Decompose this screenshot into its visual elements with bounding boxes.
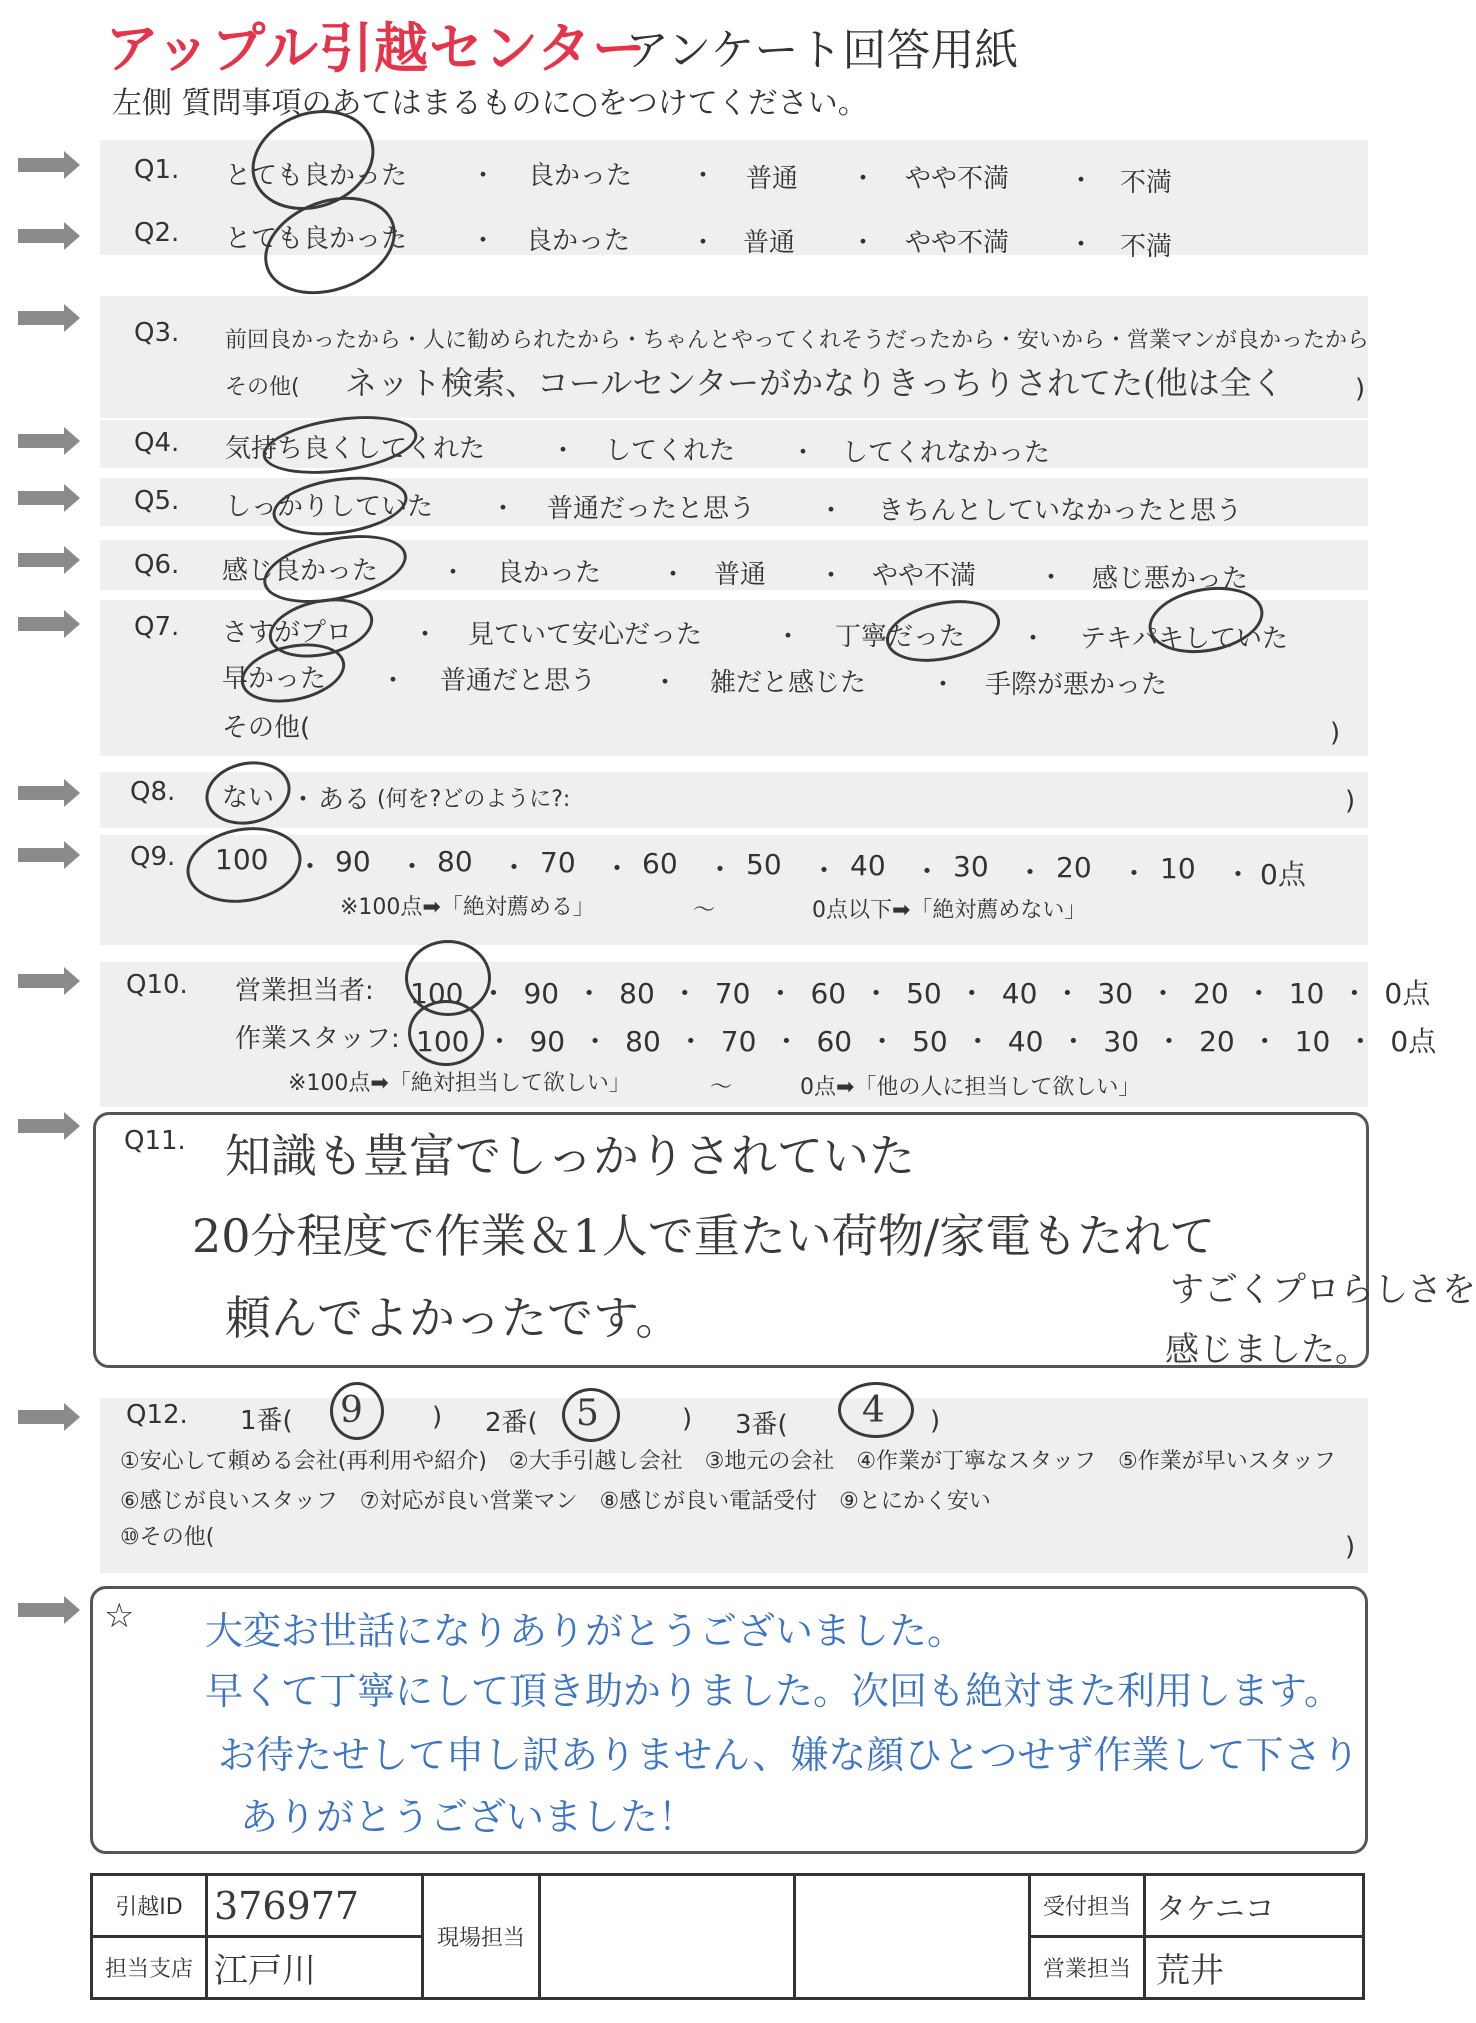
site-cell-a — [540, 1875, 795, 1999]
scale-score[interactable]: 80 — [619, 977, 655, 1010]
q12-close: ) — [1345, 1532, 1356, 1562]
q2-dot: ・ — [690, 228, 717, 258]
q9-score-30[interactable]: 30 — [953, 850, 989, 883]
q2-dot: ・ — [470, 226, 497, 256]
q9-dot: ・ — [1120, 857, 1149, 890]
q9-dot: ・ — [603, 852, 632, 885]
scale-score[interactable]: 100 — [410, 977, 464, 1010]
scale-score[interactable]: 40 — [1001, 977, 1038, 1010]
q6-option-slightly-unsatisfied[interactable]: やや不満 — [872, 561, 977, 591]
q6-dot: ・ — [1038, 563, 1065, 593]
q1-dot: ・ — [850, 164, 877, 194]
q1-option-very-good[interactable]: とても良かった — [225, 161, 408, 191]
arrow-icon — [18, 491, 64, 505]
q9-score-10[interactable]: 10 — [1160, 852, 1196, 885]
q12-options-row3: ⑩その他( — [120, 1525, 215, 1550]
q1-label: Q1. — [134, 155, 180, 185]
q9-score-40[interactable]: 40 — [850, 849, 886, 882]
arrow-icon — [18, 553, 64, 567]
scale-score[interactable]: 30 — [1097, 977, 1134, 1010]
footer-table — [90, 1873, 1365, 2000]
scale-dot: ・ — [766, 977, 795, 1010]
answer-circle — [562, 1388, 620, 1442]
q12-first-value[interactable]: 9 — [340, 1390, 363, 1431]
q7-dot: ・ — [652, 668, 679, 698]
branch-label: 担当支店 — [92, 1937, 207, 1999]
answer-circle — [259, 407, 421, 482]
q10-sales-scale[interactable] — [410, 972, 1446, 1012]
q12-label: Q12. — [126, 1400, 188, 1430]
q12-first-close: ) — [432, 1402, 443, 1432]
q7-dot: ・ — [775, 622, 802, 652]
q8-dot: ・ — [290, 785, 317, 815]
q1-dot: ・ — [1068, 166, 1095, 196]
q11-side1: すごくプロらしさを — [1170, 1270, 1476, 1310]
scale-dot: ・ — [963, 1025, 992, 1058]
q2-dot: ・ — [1068, 230, 1095, 260]
scale-dot: ・ — [575, 977, 604, 1010]
scale-score[interactable]: 70 — [714, 977, 751, 1010]
scale-dot: ・ — [1250, 1025, 1279, 1058]
answer-circle — [408, 1000, 484, 1066]
q6-option-normal[interactable]: 普通 — [714, 560, 767, 590]
q4-dot: ・ — [550, 436, 577, 466]
q3-close: ) — [1355, 374, 1366, 404]
q12-third-label: 3番( — [735, 1410, 788, 1440]
scale-score[interactable]: 30 — [1103, 1025, 1140, 1058]
arrow-icon — [18, 974, 64, 988]
scale-dot: ・ — [485, 1025, 514, 1058]
q12-first-label: 1番( — [240, 1406, 293, 1436]
scale-dot: ・ — [670, 977, 699, 1010]
scale-dot: ・ — [1155, 1025, 1184, 1058]
scale-score[interactable]: 10 — [1288, 977, 1325, 1010]
scale-dot: ・ — [1340, 977, 1369, 1010]
arrow-icon — [18, 786, 64, 800]
q9-tilde: ～ — [693, 898, 716, 923]
scale-score[interactable]: 50 — [912, 1025, 948, 1058]
q10-note-right: 0点➡「他の人に担当して欲しい」 — [800, 1075, 1141, 1100]
q4-option-did-not[interactable]: してくれなかった — [842, 438, 1051, 468]
company-title: アップル引越センター — [105, 17, 647, 80]
answer-circle — [838, 1382, 914, 1438]
q2-label: Q2. — [134, 218, 180, 248]
q12-third-value[interactable]: 4 — [862, 1390, 885, 1431]
q9-score-50[interactable]: 50 — [746, 848, 782, 881]
scale-dot: ・ — [868, 1025, 897, 1058]
q9-note-left: ※100点➡「絶対薦める」 — [340, 895, 595, 920]
q10-staff-scale[interactable] — [416, 1020, 1452, 1060]
q7-label: Q7. — [134, 612, 180, 642]
q1-dot: ・ — [690, 161, 717, 191]
arrow-icon — [18, 1603, 64, 1617]
scale-dot: ・ — [676, 1025, 705, 1058]
q7-option-pro[interactable]: さすがプロ — [222, 618, 353, 648]
scale-dot: ・ — [1346, 1025, 1375, 1058]
q9-score-80[interactable]: 80 — [437, 845, 473, 878]
q9-dot: ・ — [913, 855, 942, 888]
q12-second-label: 2番( — [485, 1408, 538, 1438]
q6-label: Q6. — [134, 550, 180, 580]
q9-dot: ・ — [398, 850, 427, 883]
q9-dot: ・ — [706, 853, 735, 886]
q5-option-not-proper[interactable]: きちんとしていなかったと思う — [878, 496, 1243, 526]
q7-dot: ・ — [1020, 624, 1047, 654]
arrow-icon — [18, 617, 64, 631]
q5-option-normal[interactable]: 普通だったと思う — [547, 494, 756, 524]
arrow-icon — [18, 434, 64, 448]
q4-dot: ・ — [790, 438, 817, 468]
q1-option-normal[interactable]: 普通 — [746, 164, 799, 194]
q12-options-row1: ①安心して頼める会社(再利用や紹介) ②大手引越し会社 ③地元の会社 ④作業が丁寧なスタッフ ⑤作業が早いスタッフ — [120, 1449, 1336, 1474]
q5-dot: ・ — [818, 496, 845, 526]
q7-option-efficient[interactable]: テキパキしていた — [1080, 624, 1289, 654]
q4-option-pleasant[interactable]: 気持ち良くしてくれた — [225, 434, 486, 464]
scale-score[interactable]: 90 — [529, 1025, 566, 1058]
scale-score[interactable]: 0点 — [1390, 1025, 1437, 1058]
q2-option-very-good[interactable]: とても良かった — [225, 224, 408, 254]
q9-dot: ・ — [1224, 858, 1253, 891]
q7-close: ) — [1330, 718, 1341, 748]
q6-dot: ・ — [660, 560, 687, 590]
q10-staff-label: 作業スタッフ: — [235, 1024, 400, 1054]
q7-dot: ・ — [412, 620, 439, 650]
comment-line3: お待たせして申し訳ありません、嫌な顔ひとつせず作業して下さり — [218, 1733, 1360, 1777]
q8-hint: (何を?どのように?: — [377, 787, 571, 812]
q9-dot: ・ — [1016, 856, 1045, 889]
q10-tilde: ～ — [710, 1075, 733, 1100]
q1-dot: ・ — [470, 161, 497, 191]
q1-option-good[interactable]: 良かった — [528, 161, 633, 191]
scale-score[interactable]: 0点 — [1384, 977, 1431, 1010]
scale-score[interactable]: 80 — [625, 1025, 661, 1058]
scale-score[interactable]: 50 — [906, 977, 942, 1010]
q9-label: Q9. — [130, 842, 176, 872]
q6-option-good[interactable]: 良かった — [497, 558, 602, 588]
q2-option-normal[interactable]: 普通 — [743, 228, 796, 258]
q9-note-right: 0点以下➡「絶対薦めない」 — [812, 898, 1087, 923]
comment-line4: ありがとうございました！ — [240, 1795, 697, 1839]
q3-other-label: その他( — [225, 375, 300, 400]
q12-third-close: ) — [930, 1406, 941, 1436]
scale-score[interactable]: 20 — [1199, 1025, 1235, 1058]
q10-note-left: ※100点➡「絶対担当して欲しい」 — [288, 1071, 631, 1096]
scale-dot: ・ — [1149, 977, 1178, 1010]
q3-options[interactable]: 前回良かったから・人に勧められたから・ちゃんとやってくれそうだったから・安いから・営業マンが良かったから — [225, 328, 1370, 353]
scale-score[interactable]: 10 — [1294, 1025, 1331, 1058]
scale-dot: ・ — [862, 977, 891, 1010]
sales-value: 荒井 — [1145, 1937, 1364, 1999]
arrow-icon — [18, 848, 64, 862]
q7-other-label: その他( — [222, 713, 311, 743]
q7-option-fast[interactable]: 早かった — [222, 664, 327, 694]
arrow-icon — [18, 1119, 64, 1133]
q9-score-70[interactable]: 70 — [540, 846, 576, 879]
q2-option-unsatisfied[interactable]: 不満 — [1120, 232, 1173, 262]
instruction-text: 左側 質問事項のあてはまるものに○をつけてください。 — [112, 86, 868, 121]
scale-dot: ・ — [1244, 977, 1273, 1010]
q7-option-polite[interactable]: 丁寧だった — [835, 622, 966, 652]
q8-close: ) — [1345, 786, 1356, 816]
scale-score[interactable]: 60 — [816, 1025, 853, 1058]
q2-option-slightly-unsatisfied[interactable]: やや不満 — [905, 228, 1010, 258]
q7-option-normal[interactable]: 普通だと思う — [440, 666, 597, 696]
q5-label: Q5. — [134, 486, 180, 516]
q12-second-close: ) — [682, 1404, 693, 1434]
q11-line1: 知識も豊富でしっかりされていた — [225, 1129, 915, 1183]
q2-dot: ・ — [850, 228, 877, 258]
q8-option-some[interactable]: ある — [318, 785, 371, 815]
q9-score-60[interactable]: 60 — [642, 847, 678, 880]
q9-score-100[interactable]: 100 — [215, 843, 269, 876]
q11-line2: 20分程度で作業＆1人で重たい荷物/家電もたれて — [192, 1209, 1216, 1263]
scale-dot: ・ — [1059, 1025, 1088, 1058]
arrow-icon — [18, 158, 64, 172]
scale-score[interactable]: 60 — [810, 977, 847, 1010]
q11-side2: 感じました。 — [1165, 1330, 1369, 1370]
q5-dot: ・ — [490, 494, 517, 524]
q5-option-solid[interactable]: しっかりしていた — [225, 492, 434, 522]
comment-line2: 早くて丁寧にして頂き助かりました。次回も絶対また利用します。 — [205, 1669, 1342, 1713]
q9-dot: ・ — [810, 854, 839, 887]
reception-value: タケニコ — [1145, 1875, 1364, 1937]
q9-dot: ・ — [500, 851, 529, 884]
q7-dot: ・ — [380, 666, 407, 696]
scale-dot: ・ — [581, 1025, 610, 1058]
q2-option-good[interactable]: 良かった — [526, 226, 631, 256]
q3-label: Q3. — [134, 318, 180, 348]
q9-score-0[interactable]: 0点 — [1260, 858, 1306, 891]
q1-option-unsatisfied[interactable]: 不満 — [1120, 168, 1173, 198]
scale-dot: ・ — [772, 1025, 801, 1058]
q7-option-reassuring[interactable]: 見ていて安心だった — [468, 620, 703, 650]
q7-option-clumsy[interactable]: 手際が悪かった — [985, 670, 1168, 700]
q8-option-none[interactable]: ない — [222, 783, 275, 813]
reception-label: 受付担当 — [1030, 1875, 1145, 1937]
q7-option-sloppy[interactable]: 雑だと感じた — [710, 668, 867, 698]
q1-option-slightly-unsatisfied[interactable]: やや不満 — [905, 164, 1010, 194]
scale-score[interactable]: 90 — [523, 977, 560, 1010]
q7-dot: ・ — [930, 670, 957, 700]
q6-dot: ・ — [818, 561, 845, 591]
scale-score[interactable]: 20 — [1193, 977, 1229, 1010]
q6-option-bad[interactable]: 感じ悪かった — [1092, 564, 1249, 594]
move-id-value: 376977 — [207, 1875, 423, 1937]
scale-dot: ・ — [957, 977, 986, 1010]
site-label: 現場担当 — [423, 1875, 540, 1999]
q12-second-value[interactable]: 5 — [576, 1393, 599, 1434]
q6-dot: ・ — [440, 558, 467, 588]
arrow-icon — [18, 229, 64, 243]
q11-label: Q11. — [124, 1126, 186, 1156]
arrow-icon — [18, 1410, 64, 1424]
q4-option-did[interactable]: してくれた — [605, 436, 736, 466]
comment-line1: 大変お世話になりありがとうございました。 — [205, 1609, 966, 1653]
sales-label: 営業担当 — [1030, 1937, 1145, 1999]
q9-score-90[interactable]: 90 — [335, 845, 371, 878]
star-icon: ☆ — [104, 1596, 135, 1636]
q9-score-20[interactable]: 20 — [1056, 851, 1092, 884]
scale-dot: ・ — [479, 977, 508, 1010]
q10-sales-label: 営業担当者: — [235, 976, 374, 1006]
site-cell-b — [795, 1875, 1030, 1999]
q11-line3: 頼んでよかったです。 — [225, 1291, 682, 1345]
q6-option-very-good[interactable]: 感じ良かった — [222, 556, 379, 586]
q3-other-answer: ネット検索、コールセンターがかなりきっちりされてた(他は全く — [345, 364, 1284, 402]
branch-value: 江戸川 — [207, 1937, 423, 1999]
q10-label: Q10. — [126, 970, 188, 1000]
q4-label: Q4. — [134, 428, 180, 458]
answer-circle — [330, 1382, 384, 1440]
form-title: アンケート回答用紙 — [625, 25, 1019, 76]
scale-score[interactable]: 100 — [416, 1025, 470, 1058]
scale-score[interactable]: 70 — [720, 1025, 757, 1058]
q12-options-row2: ⑥感じが良いスタッフ ⑦対応が良い営業マン ⑧感じが良い電話受付 ⑨とにかく安い — [120, 1489, 991, 1514]
scale-dot: ・ — [1053, 977, 1082, 1010]
scale-score[interactable]: 40 — [1007, 1025, 1044, 1058]
move-id-label: 引越ID — [92, 1875, 207, 1937]
q8-label: Q8. — [130, 777, 176, 807]
q9-dot: ・ — [296, 850, 325, 883]
arrow-icon — [18, 311, 64, 325]
